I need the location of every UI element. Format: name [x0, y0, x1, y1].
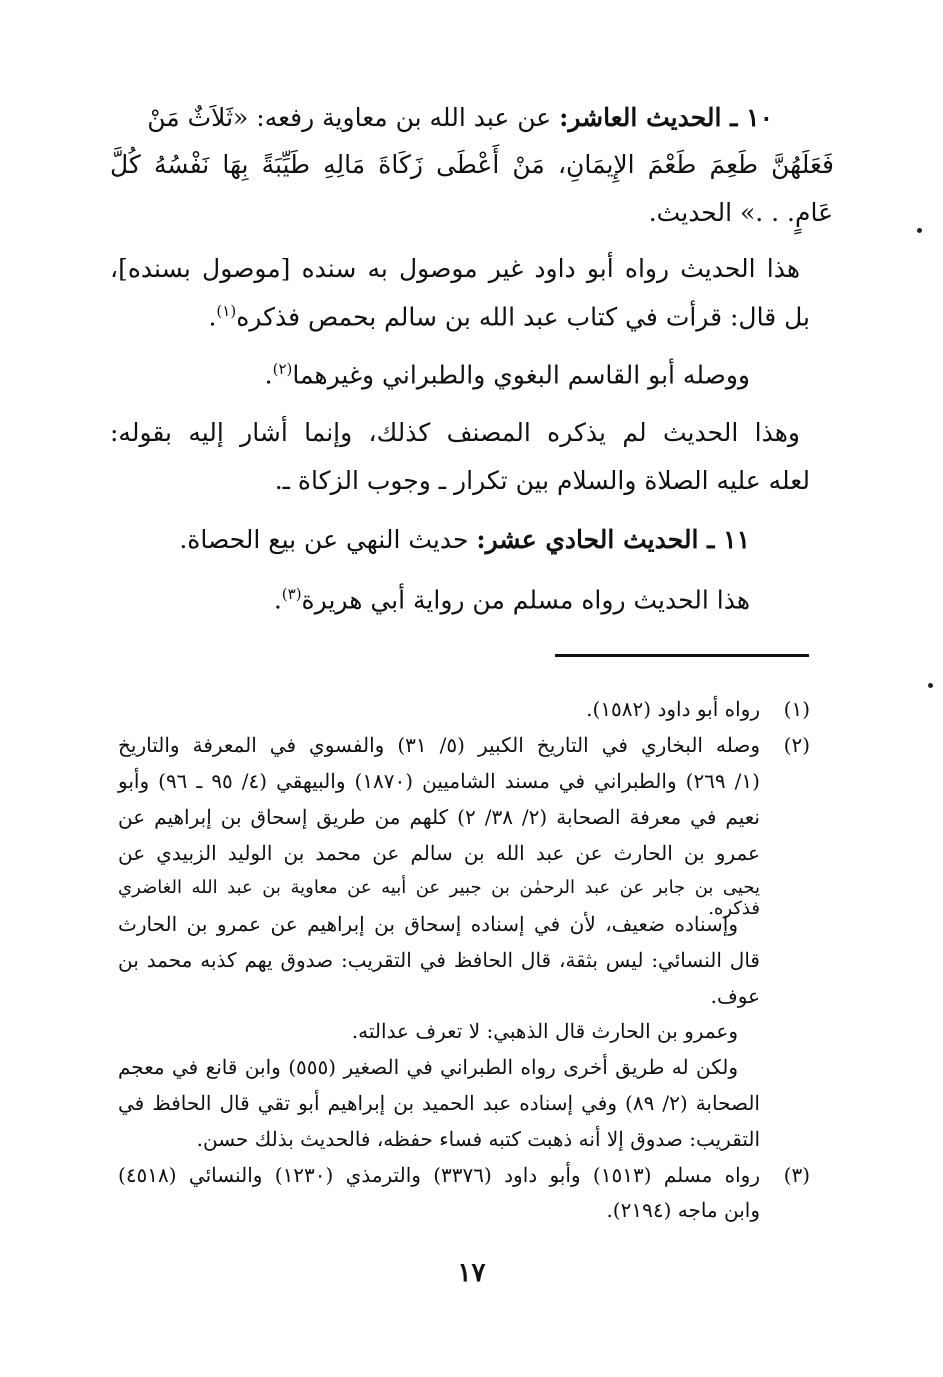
- paragraph-2: [265, 360, 750, 389]
- footnote-2-line-2: (١/ ٢٦٩) والطبراني في مسند الشاميين (١٨٧٠) والبيهقي (٤/ ٩٥ ـ ٩٦) وأبو: [118, 769, 760, 793]
- paragraph-3-line-2: لعله عليه الصلاة والسلام بين تكرار ـ وجوب الزكاة ـ.: [274, 466, 810, 495]
- footnote-2-line-6: وإسناده ضعيف، لأن في إسناده إسحاق بن إبراهيم عن عمرو بن الحارث: [118, 912, 738, 936]
- hadith-10-line-3: عَامٍ. . .» الحديث.: [648, 198, 833, 227]
- hadith-11-heading: ١١ ـ الحديث الحادي عشر:: [476, 525, 750, 554]
- paragraph-4: [274, 585, 750, 614]
- hadith-11: [179, 525, 750, 554]
- footnote-2-line-9: وعمرو بن الحارث قال الذهبي: لا تعرف عدالته.: [351, 1019, 738, 1043]
- footnote-3-line-1: رواه مسلم (١٥١٣) وأبو داود (٣٣٧٦) والترمذي (١٢٣٠) والنسائي (٤٥١٨): [118, 1163, 760, 1187]
- footnote-ref-2[interactable]: (٢): [272, 360, 293, 378]
- footnote-ref-3[interactable]: (٣): [281, 585, 302, 603]
- scan-speck: [917, 228, 922, 233]
- footnote-2-line-3: نعيم في معرفة الصحابة (٢/ ٣٨/ ٢) كلهم من طريق إسحاق بن إبراهيم عن: [118, 805, 760, 829]
- hadith-10-line-2: فَعَلَهُنَّ طَعِمَ طَعْمَ الإِيمَانِ، مَنْ أَعْطَى زَكَاةَ مَالِهِ طَيِّبَةً بِهَا نَفْسُهُ كُلَّ: [110, 150, 834, 179]
- paragraph-3-line-1: وهذا الحديث لم يذكره المصنف كذلك، وإنما أشار إليه بقوله:: [110, 418, 800, 447]
- footnote-2-line-7: قال النسائي: ليس بثقة، قال الحافظ في التقريب: صدوق يهم كذبه محمد بن: [118, 948, 760, 972]
- footnote-2-line-4: عمرو بن الحارث عن عبد الله بن سالم عن محمد بن الوليد الزبيدي عن: [118, 841, 760, 865]
- footnote-1-line-1: رواه أبو داود (١٥٨٢).: [586, 697, 760, 721]
- footnote-separator: [555, 654, 809, 657]
- scan-speck: [928, 683, 933, 688]
- paragraph-1-text: بل قال: قرأت في كتاب عبد الله بن سالم بحمص فذكره: [236, 302, 810, 332]
- footnote-2-number: (٢): [783, 733, 810, 757]
- footnote-ref-1[interactable]: (١): [216, 302, 237, 320]
- paragraph-1-line-1: هذا الحديث رواه أبو داود غير موصول به سنده [موصول بسنده]،: [110, 254, 800, 283]
- hadith-10-text: عن عبد الله بن معاوية رفعه: «ثَلاَثٌ مَنْ: [147, 103, 552, 132]
- paragraph-2-text: ووصله أبو القاسم البغوي والطبراني وغيرهما: [292, 360, 750, 390]
- hadith-10-line-1: [109, 103, 773, 132]
- footnote-2-line-1: وصله البخاري في التاريخ الكبير (٥/ ٣١) والفسوي في المعرفة والتاريخ: [118, 733, 760, 757]
- footnote-2-line-5: يحيى بن جابر عن عبد الرحمٰن بن جبير عن أبيه عن معاوية بن عبد الله الغاضري فذكره.: [118, 877, 760, 919]
- paragraph-2-period: .: [264, 360, 273, 390]
- paragraph-4-text: هذا الحديث رواه مسلم من رواية أبي هريرة: [301, 585, 750, 615]
- paragraph-4-period: .: [273, 585, 282, 615]
- page-number: ١٧: [457, 1258, 486, 1288]
- paragraph-1-line-2: [208, 302, 810, 331]
- footnote-2-line-12: التقريب: صدوق إلا أنه ذهبت كتبه فساء حفظه، فالحديث بذلك حسن.: [196, 1127, 760, 1151]
- footnote-3-line-2: وابن ماجه (٢١٩٤).: [606, 1198, 760, 1222]
- footnote-2-line-11: الصحابة (٢/ ٨٩) وفي إسناده عبد الحميد بن إبراهيم أبو تقي قال الحافظ في: [118, 1091, 760, 1115]
- paragraph-1-period: .: [208, 302, 217, 332]
- footnote-2-line-10: ولكن له طريق أخرى رواه الطبراني في الصغير (٥٥٥) وابن قانع في معجم: [118, 1055, 738, 1079]
- hadith-10-heading: ١٠ ـ الحديث العاشر:: [559, 103, 773, 132]
- hadith-11-text: حديث النهي عن بيع الحصاة.: [179, 525, 469, 554]
- footnote-2-line-8: عوف.: [710, 984, 760, 1008]
- footnote-1-number: (١): [783, 697, 810, 721]
- footnote-3-number: (٣): [783, 1163, 810, 1187]
